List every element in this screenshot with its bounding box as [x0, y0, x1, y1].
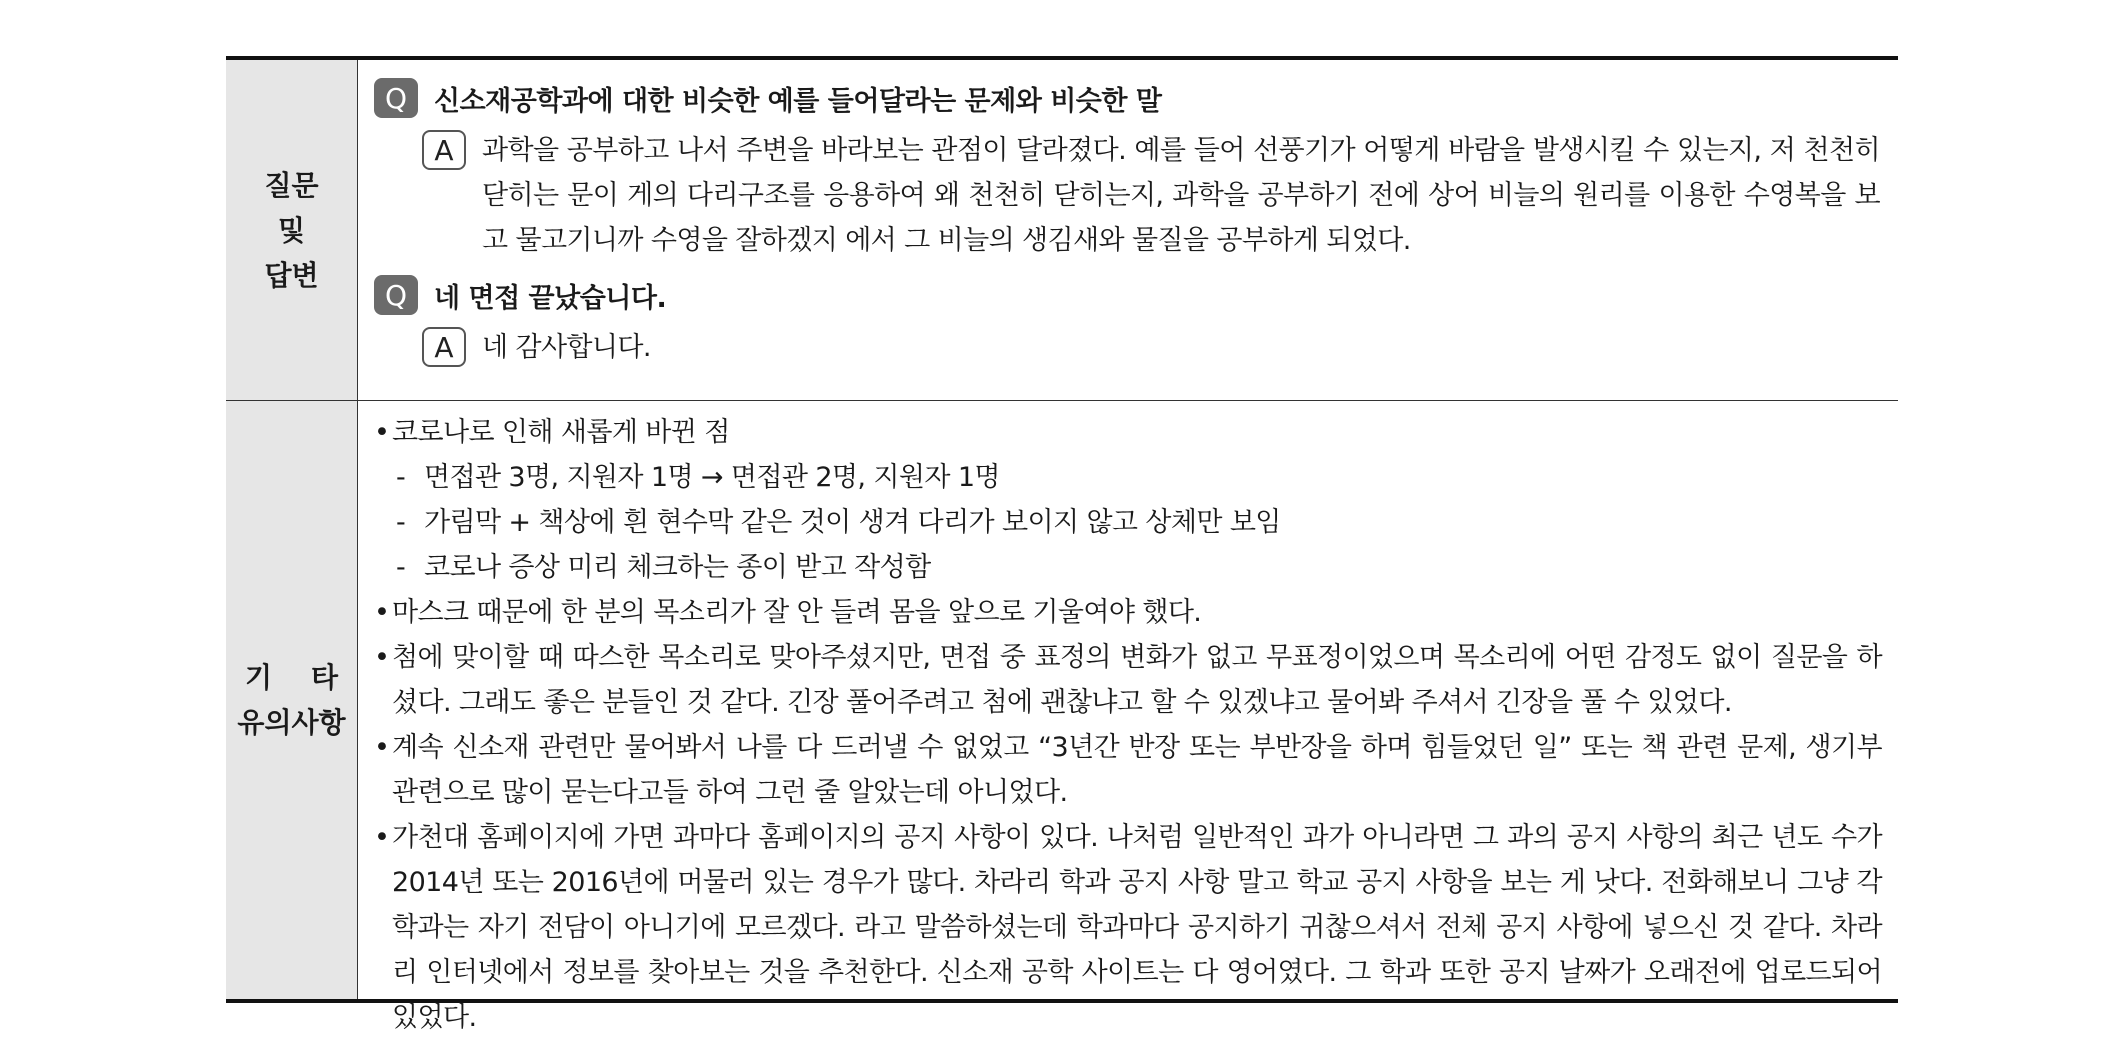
question-1 — [374, 76, 1882, 120]
notes-label-cell — [226, 401, 358, 999]
note-item — [374, 815, 1882, 1040]
question-badge-icon: Q — [374, 78, 418, 118]
question-text: 네 면접 끝났습니다. — [434, 282, 667, 314]
answer-badge-icon: A — [422, 327, 466, 367]
bullet-icon: • — [374, 597, 390, 628]
qa-content-cell — [358, 60, 1898, 400]
answer-badge-icon: A — [422, 130, 466, 170]
sub-item — [374, 545, 1882, 590]
notes-label-line: 유의사항 — [237, 706, 346, 739]
bullet-icon: • — [374, 642, 390, 673]
bullet-icon: • — [374, 822, 390, 853]
qa-label — [264, 163, 318, 298]
question-badge-icon: Q — [374, 275, 418, 315]
notes-row — [226, 400, 1898, 1033]
dash-icon: - — [396, 462, 406, 493]
bullet-icon: • — [374, 417, 390, 448]
sub-item-text: 가림막 + 책상에 흰 현수막 같은 것이 생겨 다리가 보이지 않고 상체만 보임 — [424, 507, 1281, 538]
qa-label-cell — [226, 60, 358, 400]
answer-1 — [374, 128, 1882, 263]
notes-label-line: 기 타 — [244, 661, 339, 694]
qa-label-line: 질문 — [264, 168, 319, 202]
sub-item-text: 코로나 증상 미리 체크하는 종이 받고 작성함 — [424, 552, 931, 583]
note-text: 마스크 때문에 한 분의 목소리가 잘 안 들려 몸을 앞으로 기울여야 했다. — [392, 597, 1202, 628]
note-text: 코로나로 인해 새롭게 바뀐 점 — [392, 417, 730, 448]
sub-item-text: 면접관 3명, 지원자 1명 → 면접관 2명, 지원자 1명 — [424, 462, 1000, 493]
sub-item — [374, 500, 1882, 545]
answer-text: 과학을 공부하고 나서 주변을 바라보는 관점이 달라졌다. 예를 들어 선풍기가 어떻게 바람을 발생시킬 수 있는지, 저 천천히 닫히는 문이 게의 다리구조를 응용하여 왜 천천히 닫히는지, 과학을 공부하기 전에 상어 비늘의 원리를 이용한 수영복을 보고 물고기니까 수영을 잘하겠지 에서 그 비늘의 생김새와 물질을 공부하게 되었다. — [482, 135, 1880, 256]
answer-2 — [374, 325, 1882, 370]
dash-icon: - — [396, 552, 406, 583]
qa-label-line: 및 — [277, 213, 306, 247]
note-item — [374, 635, 1882, 725]
question-2 — [374, 273, 1882, 317]
note-text: 계속 신소재 관련만 물어봐서 나를 다 드러낼 수 없었고 “3년간 반장 또는 부반장을 하며 힘들었던 일” 또는 책 관련 문제, 생기부 관련으로 많이 묻는다고들 하여 그런 줄 알았는데 아니었다. — [392, 732, 1882, 808]
note-text: 첨에 맞이할 때 따스한 목소리로 맞아주셨지만, 면접 중 표정의 변화가 없고 무표정이었으며 목소리에 어떤 감정도 없이 질문을 하셨다. 그래도 좋은 분들인 것 같다. 긴장 풀어주려고 첨에 괜찮냐고 할 수 있겠냐고 물어봐 주셔서 긴장을 풀 수 있었다. — [392, 642, 1882, 718]
note-item — [374, 590, 1882, 635]
answer-text: 네 감사합니다. — [482, 332, 651, 363]
sub-item — [374, 455, 1882, 500]
note-item — [374, 410, 1882, 455]
notes-label — [237, 655, 345, 745]
dash-icon: - — [396, 507, 406, 538]
question-text: 신소재공학과에 대한 비슷한 예를 들어달라는 문제와 비슷한 말 — [434, 85, 1162, 117]
note-text: 가천대 홈페이지에 가면 과마다 홈페이지의 공지 사항이 있다. 나처럼 일반적인 과가 아니라면 그 과의 공지 사항의 최근 년도 수가 2014년 또는 2016년에 머물러 있는 경우가 많다. 차라리 학과 공지 사항 말고 학교 공지 사항을 보는 게 낫다. 전화해보니 그냥 각 학과는 자기 전담이 아니기에 모르겠다. 라고 말씀하셨는데 학과마다 공지하기 귀찮으셔서 전체 공지 사항에 넣으신 것 같다. 차라리 인터넷에서 정보를 찾아보는 것을 추천한다. 신소재 공학 사이트는 다 영어였다. 그 학과 또한 공지 날짜가 오래전에 업로드되어 있었다. — [392, 822, 1882, 1033]
bullet-icon: • — [374, 732, 390, 763]
qa-row — [226, 60, 1898, 400]
notes-content-cell — [358, 401, 1898, 1033]
interview-record-table — [226, 56, 1898, 1033]
qa-label-line: 답변 — [264, 258, 319, 292]
note-item — [374, 725, 1882, 815]
